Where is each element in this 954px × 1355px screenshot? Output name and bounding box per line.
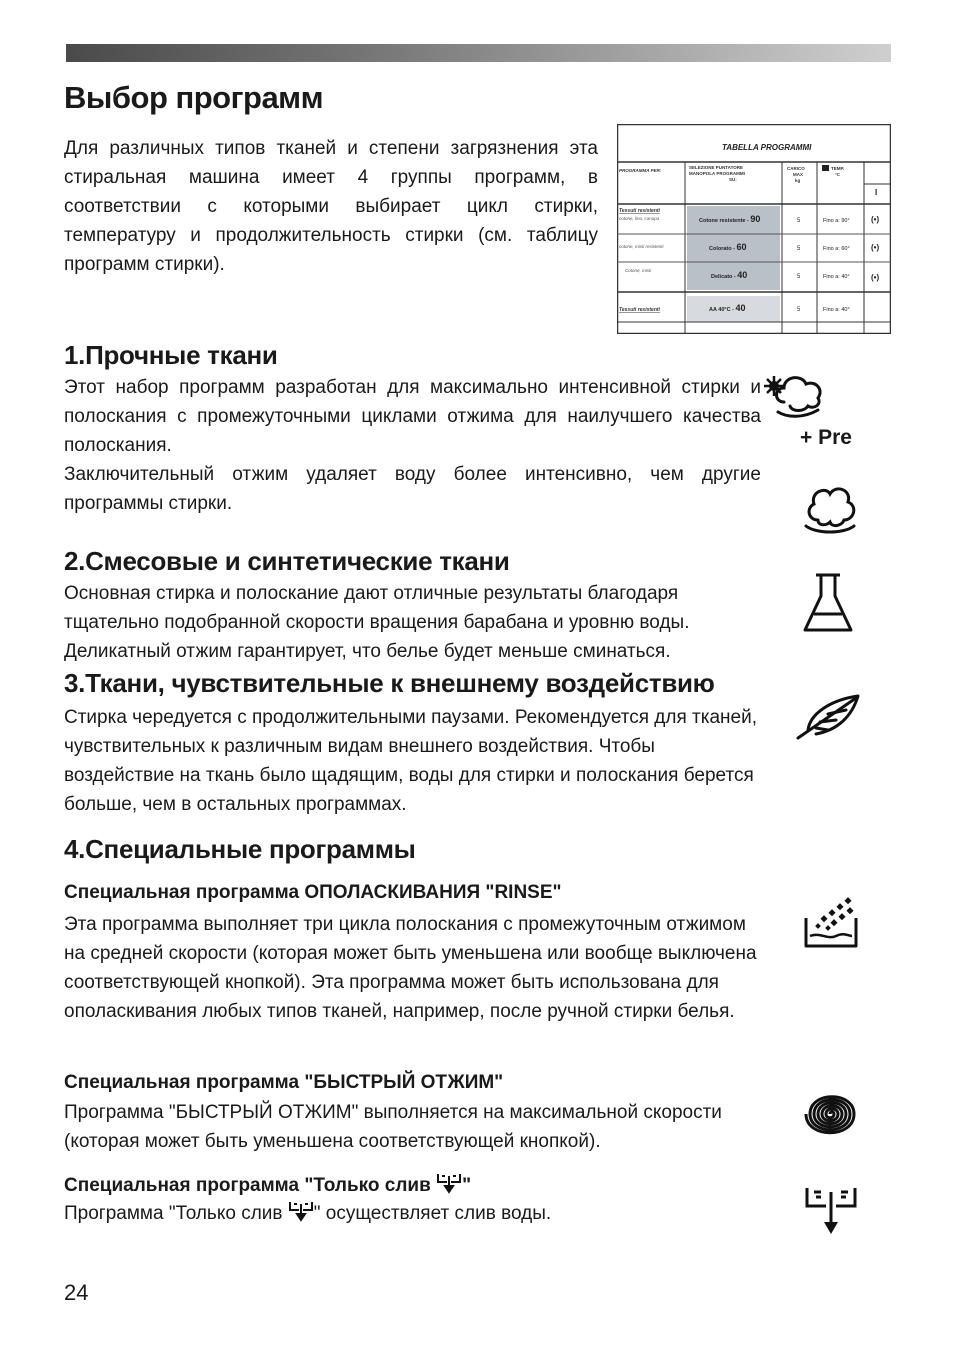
drain-title [64,1172,471,1197]
spin-title: Специальная программа "БЫСТРЫЙ ОТЖИМ" [64,1072,504,1093]
svg-text:cotone, misti resistenti: cotone, misti resistenti [619,244,664,249]
svg-text:(•): (•) [871,243,880,252]
section-3-heading: 3.Ткани, чувствительные к внешнему воздействию [64,668,715,698]
svg-text:5: 5 [797,246,801,252]
section-1-paragraph-1: Этот набор программ разработан для максимально интенсивной стирки и полоскания с промежуточными циклами отжима для наилучшего качества полоскания. [64,377,761,456]
drain-title-text: Специальная программа "Только слив [64,1175,437,1196]
svg-text:(•): (•) [871,273,880,282]
svg-text:MAX: MAX [793,172,803,177]
cotton-prewash-icon [760,366,832,422]
drain-icon [804,1186,858,1236]
svg-text:kg: kg [795,178,801,183]
section-2-paragraph: Основная стирка и полоскание дают отличные результаты благодаря тщательно подобранной скорости вращения барабана и уровню воды. Деликатный отжим гарантирует, что белье будет меньше сминаться. [64,583,690,662]
feather-icon [796,694,862,742]
rinse-paragraph: Эта программа выполняет три цикла полоскания с промежуточным отжимом на средней скорости (которая может быть уменьшена или вообще выключена соответствующей кнопкой). Эта программа может быть использована для ополаскивания любых типов тканей, например, после ручной стирки белья. [64,914,757,1022]
spin-icon [800,1084,860,1144]
svg-text:5: 5 [797,274,801,280]
svg-text:5: 5 [797,307,801,313]
svg-text:°C: °C [835,172,841,177]
svg-text:Tessuti resistenti: Tessuti resistenti [619,307,660,313]
table-header-selection-2: MANOPOLA PROGRAMMI [689,171,745,176]
section-1-paragraph-2: Заключительный отжим удаляет воду более интенсивно, чем другие программы стирки. [64,464,761,514]
drain-paragraph [64,1199,764,1228]
drain-inline-icon-2 [288,1200,314,1222]
svg-text:Colorato - 60: Colorato - 60 [709,242,747,252]
svg-text:Fino a: 60°: Fino a: 60° [823,246,850,252]
svg-text:Fino a: 90°: Fino a: 90° [823,218,850,224]
table-header-selection-3: SU: [729,177,737,182]
header-bar [66,44,891,62]
drain-text-b: " осуществляет слив воды. [313,1203,552,1224]
section-4-heading: 4.Специальные программы [64,834,416,864]
svg-text:Cotone resistente - 90: Cotone resistente - 90 [699,214,761,224]
table-header-program: PROGRAMMA PER: [619,168,662,173]
drain-text-a: Программа "Только слив [64,1203,288,1224]
spin-paragraph: Программа "БЫСТРЫЙ ОТЖИМ" выполняется на максимальной скорости (которая может быть уменьшена соответствующей кнопкой). [64,1102,722,1152]
page-title: Выбор программ [64,80,324,115]
svg-text:Delicato - 40: Delicato - 40 [711,270,748,280]
svg-text:Fino a: 40°: Fino a: 40° [823,307,850,313]
drain-inline-icon [436,1172,462,1194]
section-2-heading: 2.Смесовые и синтетические ткани [64,546,510,576]
svg-text:Cotone, misti: Cotone, misti [625,268,652,273]
svg-text:Tessuti resistenti: Tessuti resistenti [619,208,660,214]
section-1-heading: 1.Прочные ткани [64,340,278,370]
drain-title-quote: " [462,1175,472,1196]
svg-text:I: I [875,188,878,197]
program-table-thumbnail [617,124,891,334]
rinse-icon [802,896,860,950]
svg-text:(•): (•) [871,215,880,224]
rinse-title: Специальная программа ОПОЛАСКИВАНИЯ "RINSE" [64,882,562,903]
cotton-icon [800,480,860,538]
svg-text:5: 5 [797,218,801,224]
prewash-label: + Pre [800,426,852,449]
svg-text:cotone, lino, canapa: cotone, lino, canapa [619,216,660,221]
table-title: TABELLA PROGRAMMI [722,143,812,152]
page-number: 24 [64,1280,89,1305]
svg-text:CARICO: CARICO [787,166,805,171]
table-header-selection-1: SELEZIONE PUNTATORE [689,165,744,170]
section-3-paragraph: Стирка чередуется с продолжительными паузами. Рекомендуется для тканей, чувствительных к различным видам внешнего воздействия. Чтобы воздействие на ткань было щадящим, воды для стирки и полоскания берется больше, чем в остальных программах. [64,707,757,815]
svg-text:TEMP.: TEMP. [831,166,845,171]
intro-paragraph: Для различных типов тканей и степени загрязнения эта стиральная машина имеет 4 группы программ, в соответствии с которыми выбирает цикл стирки, температуру и продолжительность стирки (см. таблицу программ стирки). [64,138,598,275]
svg-text:AA 40°C - 40: AA 40°C - 40 [709,303,746,313]
svg-text:Fino a: 40°: Fino a: 40° [823,274,850,280]
flask-icon [800,572,856,634]
